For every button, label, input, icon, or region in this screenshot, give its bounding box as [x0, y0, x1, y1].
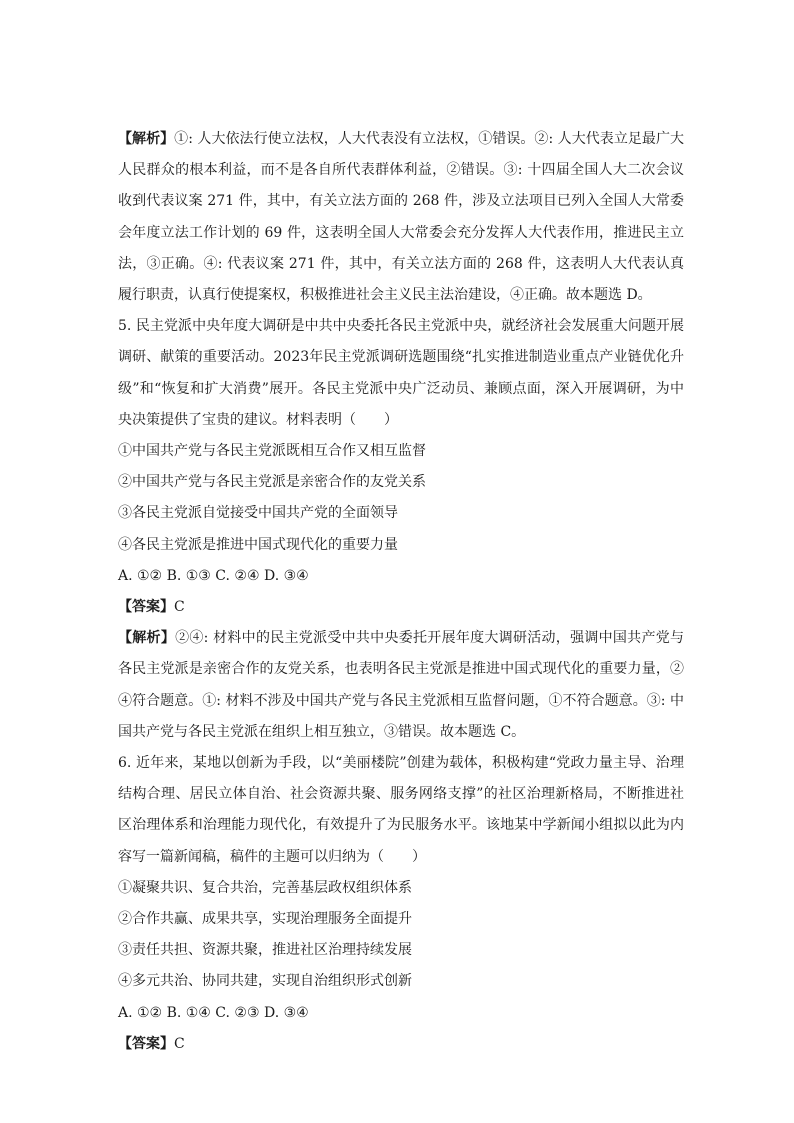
analysis-text: ①: 人大依法行使立法权，人大代表没有立法权，①错误。②: 人大代表立足最广大人民群众的根本利益，而不是各自所代表群体利益，②错误。③: 十四届全国人大二次会议收到代表议案 271 件，其中，有关立法方面的 268 件，涉及立法项目已列入全国人大常委会年度立法工作计划的 69 件，这表明全国人大常委会充分发挥人大代表作用，推进民主立法，③正确。④: 代表议案 271 件，其中，有关立法方面的 268 件，这表明人大代表认真履行职责，认真行使提案权，积极推进社会主义民主法治建设，④正确。故本题选 D。 [118, 131, 684, 304]
question-6-stem: 6. 近年来，某地以创新为手段，以“美丽楼院”创建为载体，积极构建“党政力量主导、治理结构合理、居民立体自治、社会资源共聚、服务网络支撑”的社区治理新格局，不断推进社区治理体系和治理能力现代化，有效提升了为民服务水平。该地某中学新闻小组拟以此为内容写一篇新闻稿，稿件的主题可以归纳为（ ） [118, 755, 684, 865]
question-6-option-4: ④多元共治、协同共建，实现自治组织形式创新 [118, 973, 412, 990]
question-6-option-3: ③责任共担、资源共聚，推进社区治理持续发展 [118, 942, 412, 959]
question-5-option-4: ④各民主党派是推进中国式现代化的重要力量 [118, 536, 398, 553]
answer-label: 【答案】 [118, 599, 174, 616]
analysis-q5 [118, 623, 684, 748]
question-6-answer [118, 1029, 684, 1060]
question-5-option-3: ③各民主党派自觉接受中国共产党的全面领导 [118, 505, 398, 522]
analysis-label: 【解析】 [118, 131, 175, 147]
question-5-option-1: ①中国共产党与各民主党派既相互合作又相互监督 [118, 443, 426, 460]
question-5-stem: 5. 民主党派中央年度大调研是中共中央委托各民主党派中央，就经济社会发展重大问题开展调研、献策的重要活动。2023年民主党派调研选题围绕“扎实推进制造业重点产业链优化升级”和“恢复和扩大消费”展开。各民主党派中央广泛动员、兼顾点面，深入开展调研，为中央决策提供了宝贵的建议。材料表明（ ） [118, 318, 684, 428]
answer-value: C [174, 599, 185, 616]
answer-value: C [174, 1035, 185, 1052]
question-6-option-2: ②合作共赢、成果共享，实现治理服务全面提升 [118, 911, 412, 928]
answer-label: 【答案】 [118, 1035, 174, 1052]
question-6-choices: A. ①② B. ①④ C. ②③ D. ③④ [118, 1004, 309, 1021]
question-5-answer [118, 592, 684, 623]
analysis-text: ②④: 材料中的民主党派受中共中央委托开展年度大调研活动，强调中国共产党与各民主党派是亲密合作的友党关系，也表明各民主党派是推进中国式现代化的重要力量，②④符合题意。①: 材料不涉及中国共产党与各民主党派相互监督问题，①不符合题意。③: 中国共产党与各民主党派在组织上相互独立，③错误。故本题选 C。 [118, 630, 685, 740]
analysis-q4 [118, 124, 684, 311]
question-5-option-2: ②中国共产党与各民主党派是亲密合作的友党关系 [118, 474, 426, 491]
question-5-choices: A. ①② B. ①③ C. ②④ D. ③④ [118, 567, 309, 584]
analysis-label: 【解析】 [118, 630, 176, 647]
question-6-option-1: ①凝聚共识、复合共治，完善基层政权组织体系 [118, 879, 412, 896]
